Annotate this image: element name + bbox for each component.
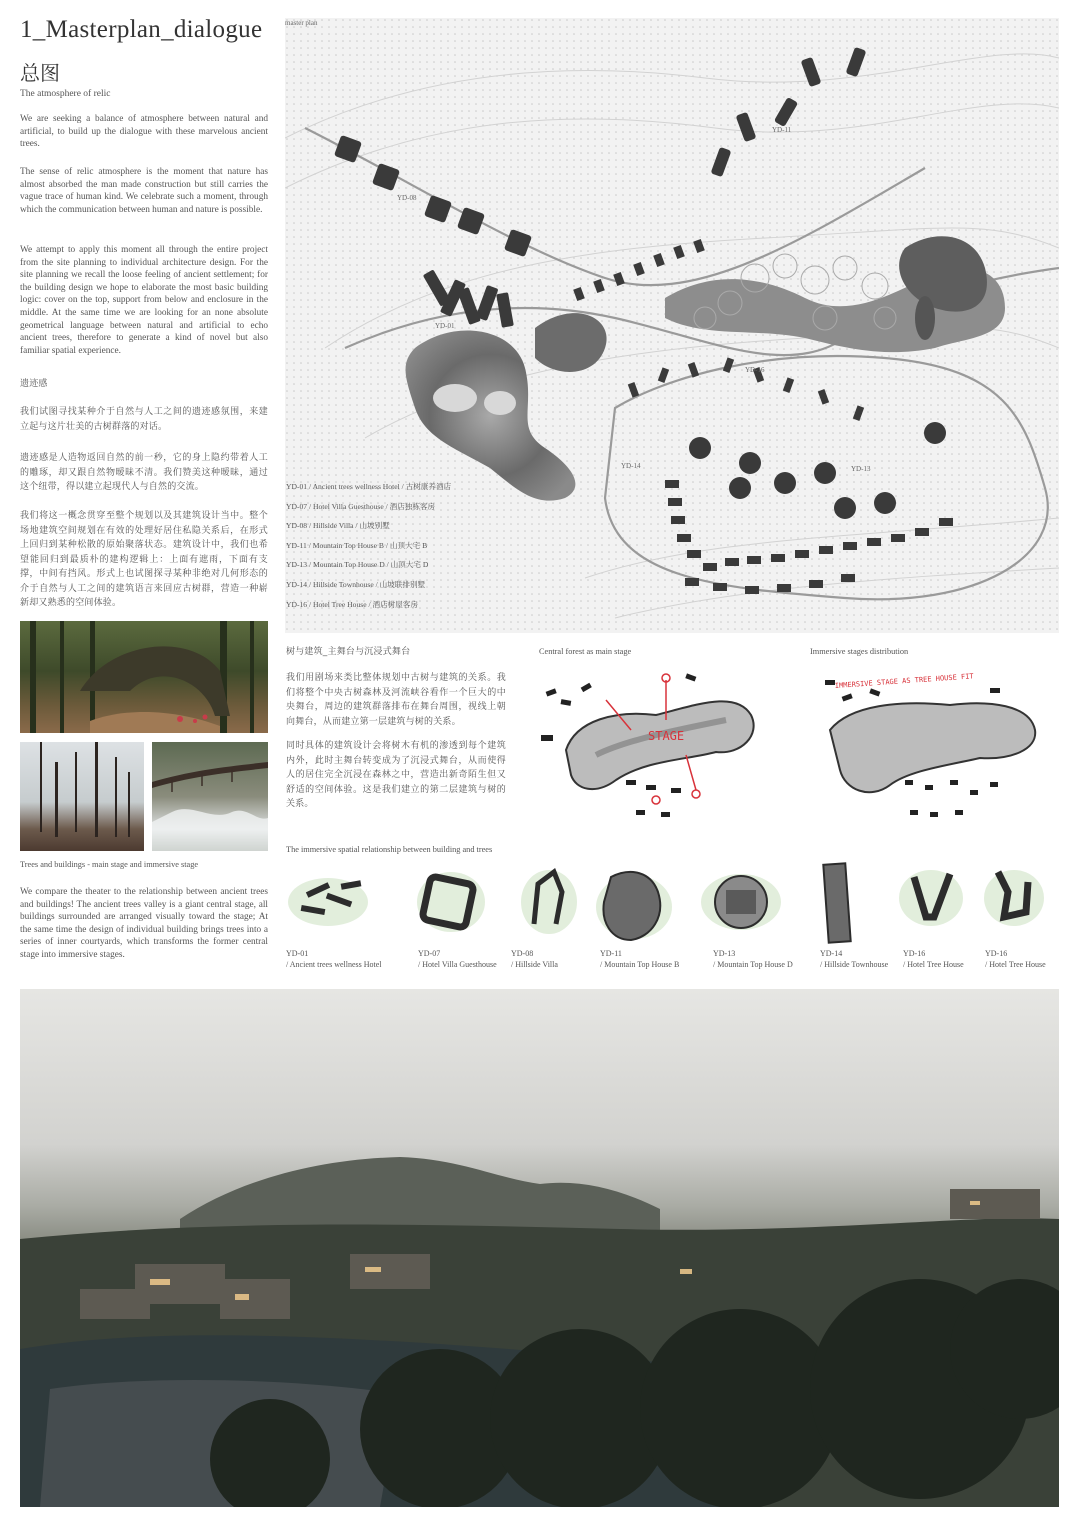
masterplan-legend <box>286 481 451 618</box>
legend-item: YD-07 / Hotel Villa Guesthouse / 酒店独栋客房 <box>286 501 436 511</box>
sketch-yd16a <box>899 870 963 926</box>
stage-paragraph-cn-1: 我们用剧场来类比整体规划中古树与建筑的关系。我们将整个中央古树森林及河流峡谷看作一个巨大的中央舞台，周边的建筑群落排布在舞台周围，视线上朝向舞台，从而建立第一层建筑与树的关系。 <box>286 673 506 727</box>
sketch-yd13 <box>701 874 781 930</box>
burnt-trees-photo <box>20 742 144 851</box>
building-sketches-row <box>286 862 1060 944</box>
page-title: 1_Masterplan_dialogue <box>20 16 263 43</box>
intro-paragraph-1: We are seeking a balance of atmosphere between natural and artificial, to build up the dialogue with these marvelous ancient trees. <box>20 114 268 150</box>
cn-paragraph-2: 遗迹感是人造物返回自然的前一秒，它的身上隐约带着人工的雕琢，却又跟自然物暧昧不清。我们赞美这种暧昧，通过这个纽带，得以建立起现代人与自然的交流。 <box>20 453 268 492</box>
forest-arch-photo <box>20 621 268 733</box>
zone-label-yd13: YD-13 <box>851 465 871 473</box>
intro-paragraph-3: We attempt to apply this moment all through the entire project from the site planning to individual architecture design. For the site planning we recall the loose feeling of ancient settlement; for the building design we hope to elaborate the most basic building logic: cover on the top, support from below and enclosure in the middle. At the same time we are looking for an none absolute geometrical language between natural and artificial to echo ancient trees, therefore to generate a kind of novel but also familiar spatial experience. <box>20 245 268 356</box>
intro-paragraph-2: The sense of relic atmosphere is the moment that nature has almost absorbed the man made construction but still carries the vague trace of human kind. We celebrate such a moment, through which the communication between human and nature is possible. <box>20 167 268 215</box>
diagram1-title: Central forest as main stage <box>539 647 632 656</box>
zone-label-yd11: YD-11 <box>772 126 792 134</box>
building-caption-yd07: YD-07 / Hotel Villa Guesthouse <box>418 949 497 969</box>
page-subtitle-cn: 总图 <box>20 61 60 85</box>
building-caption-yd16: YD-16 / Hotel Tree House <box>985 949 1046 969</box>
legend-item: YD-01 / Ancient trees wellness Hotel / 古树康养酒店 <box>286 482 452 491</box>
sketch-yd07 <box>417 872 485 932</box>
sketch-yd14 <box>823 863 850 942</box>
sketch-yd11 <box>596 872 672 940</box>
building-caption-yd11: YD-11 / Mountain Top House B <box>600 949 680 969</box>
zone-label-yd08: YD-08 <box>397 194 417 202</box>
stage-paragraph-cn-2: 同时具体的建筑设计会将树木有机的渗透到每个建筑内外，此时主舞台转变成为了沉浸式舞台，从而使得人的居住完全沉浸在森林之中，营造出新奇陌生但又舒适的空间体验。这是我们建立的第二层建筑与树的关系。 <box>286 741 506 809</box>
cn-paragraph-1: 我们试图寻找某种介于自然与人工之间的遗迹感氛围，来建立起与这片壮美的古树群落的对话。 <box>20 407 268 432</box>
sketch-yd01 <box>288 878 368 926</box>
spatial-heading: The immersive spatial relationship between building and trees <box>286 845 493 854</box>
trees-paragraph: We compare the theater to the relationship between ancient trees and buildings! The ancient trees valley is a giant central stage, all buildings surrounded are arranged visually toward the stage; At the same time the design of individual building brings trees into a series of inner courtyards, which transforms the former central stage into immersive stages. <box>20 887 268 960</box>
legend-item: YD-14 / Hillside Townhouse / 山坡联排别墅 <box>286 579 426 589</box>
immersive-sketch-text: IMMERSIVE STAGE AS TREE HOUSE FIT <box>834 672 974 690</box>
legend-item: YD-16 / Hotel Tree House / 酒店树屋客房 <box>286 599 419 609</box>
masterplan-label: master plan <box>285 19 318 27</box>
immersive-stages-sketch <box>810 660 1055 835</box>
legend-item: YD-08 / Hillside Villa / 山坡别墅 <box>286 521 390 531</box>
building-caption-yd13: YD-13 / Mountain Top House D <box>713 949 793 969</box>
zone-label-yd16: YD-16 <box>745 366 765 374</box>
cn-heading: 遗迹感 <box>20 379 48 389</box>
building-caption-yd14: YD-14 / Hillside Townhouse <box>820 949 889 969</box>
building-caption-yd01: YD-01 / Ancient trees wellness Hotel <box>286 949 382 969</box>
zone-label-yd14: YD-14 <box>621 462 641 470</box>
stage-sketch-text: STAGE <box>648 729 685 743</box>
stage-heading-cn: 树与建筑_主舞台与沉浸式舞台 <box>286 647 411 657</box>
central-forest-sketch <box>536 660 776 835</box>
hero-rendering <box>20 989 1059 1507</box>
cn-paragraph-3: 我们将这一概念贯穿至整个规划以及其建筑设计当中。整个场地建筑空间规划在有效的处理好居住私隐关系后，在形式上回归到某种松散的原始聚落状态。建筑设计中，我们也希望能回归到最质朴的建构逻辑上：上面有遮雨，下面有支撑，中间有挡风。形式上也试图探寻某种非绝对几何形态的介于自然与人工之间的建筑语言来回应古树群，营造一种崭新却又熟悉的空间体验。 <box>20 511 268 608</box>
legend-item: YD-11 / Mountain Top House B / 山顶大宅 B <box>286 540 428 550</box>
sketch-yd08 <box>521 870 577 934</box>
building-caption-yd08: YD-08 / Hillside Villa <box>511 949 558 969</box>
atmosphere-heading: The atmosphere of relic <box>20 89 111 99</box>
sketch-yd16b <box>984 870 1044 926</box>
building-caption-yd16: YD-16 / Hotel Tree House <box>903 949 964 969</box>
diagram2-title: Immersive stages distribution <box>810 647 909 656</box>
zone-label-yd01: YD-01 <box>435 322 455 330</box>
legend-item: YD-13 / Mountain Top House D / 山顶大宅 D <box>286 560 429 570</box>
trees-caption: Trees and buildings - main stage and immersive stage <box>20 860 199 869</box>
waterfall-bridge-photo <box>152 742 268 851</box>
